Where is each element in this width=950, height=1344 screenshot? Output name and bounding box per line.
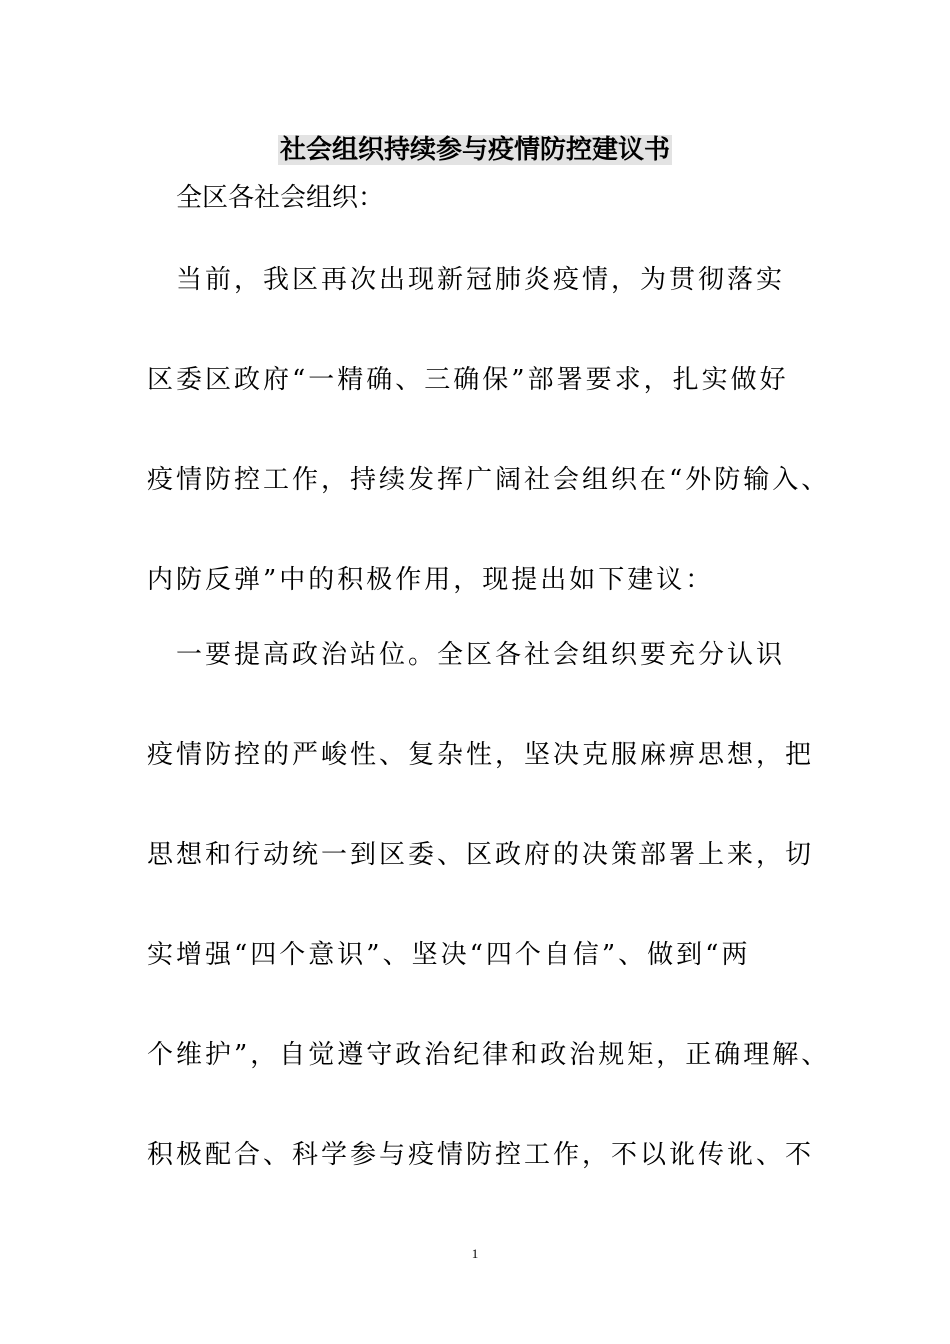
document-title [0,132,950,168]
body-line: 实增强“四个意识”、坚决“四个自信”、做到“两 [147,940,751,970]
document-title-text: 社会组织持续参与疫情防控建议书 [279,135,670,165]
body-line: 当前，我区再次出现新冠肺炎疫情，为贯彻落实 [147,265,786,295]
body-line: 个维护”，自觉遵守政治纪律和政治规矩，正确理解、 [147,1040,831,1070]
body-line: 疫情防控的严峻性、复杂性，坚决克服麻痹思想，把 [147,740,815,770]
body-line: 一要提高政治站位。全区各社会组织要充分认识 [147,640,786,670]
body-line: 思想和行动统一到区委、区政府的决策部署上来，切 [147,840,815,870]
salutation: 全区各社会组织： [176,183,385,213]
body-line: 疫情防控工作，持续发挥广阔社会组织在“外防输入、 [147,465,831,495]
body-line: 内防反弹”中的积极作用，现提出如下建议： [147,565,715,595]
body-line: 区委区政府“一精确、三确保”部署要求，扎实做好 [147,365,789,395]
body-line: 积极配合、科学参与疫情防控工作，不以讹传讹、不 [147,1140,815,1170]
page-number: 1 [471,1246,479,1261]
